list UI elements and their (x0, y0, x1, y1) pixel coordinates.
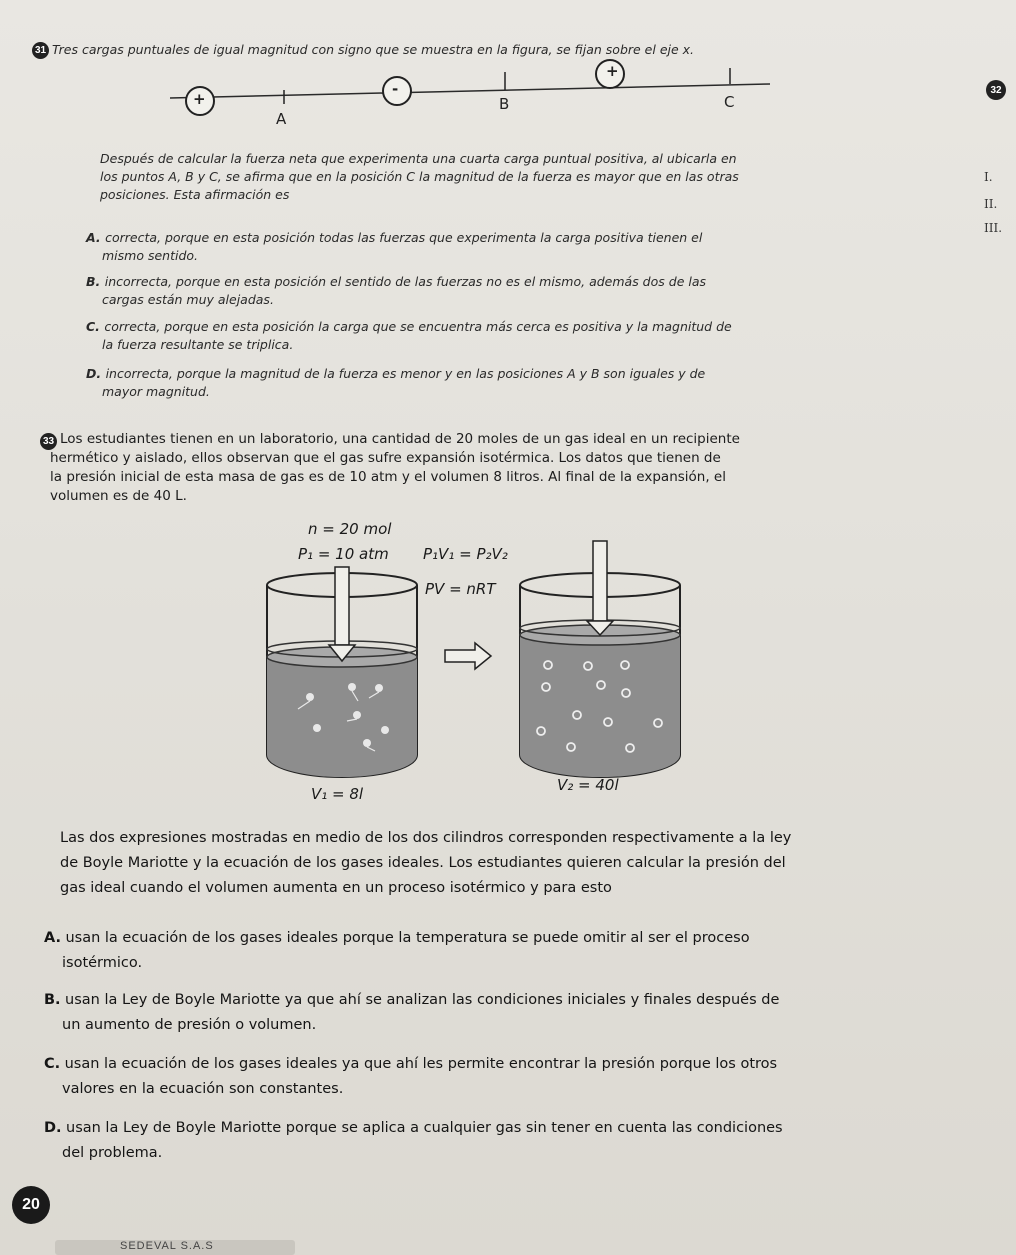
charge-sign-2: - (392, 80, 399, 98)
x-axis-line (170, 84, 770, 98)
option-letter: B. (86, 274, 101, 289)
text-line: de Boyle Mariotte y la ecuación de los gases ideales. Los estudiantes quieren calcular la presión del (60, 855, 786, 871)
boyle-equation: P₁V₁ = P₂V₂ (423, 545, 508, 563)
body-line: Después de calcular la fuerza neta que experimenta una cuarta carga puntual positiva, al ubicarla en (100, 151, 737, 166)
process-arrow (445, 643, 491, 669)
intro-line: volumen es de 40 L. (50, 488, 187, 504)
point-label-c: C (724, 93, 735, 111)
charge-sign-1: + (193, 90, 206, 108)
option-text: valores en la ecuación son constantes. (62, 1081, 344, 1097)
option-letter: A. (86, 230, 101, 245)
option-text: cargas están muy alejadas. (102, 292, 274, 307)
option-text: usan la ecuación de los gases ideales ya que ahí les permite encontrar la presión porque los otros (64, 1056, 778, 1072)
publisher-name: SEDEVAL S.A.S (120, 1240, 214, 1252)
point-label-a: A (276, 110, 287, 128)
cylinder-final (520, 541, 680, 777)
side-roman-label: II. (984, 197, 998, 211)
option-letter: D. (44, 1120, 62, 1136)
point-label-b: B (499, 95, 510, 113)
answer-option-b[interactable] (44, 988, 974, 1038)
option-letter: C. (86, 319, 100, 334)
charge-line-figure (170, 58, 780, 130)
intro-line: hermético y aislado, ellos observan que el gas sufre expansión isotérmica. Los datos que tienen de (50, 450, 721, 466)
text-line: Las dos expresiones mostradas en medio de los dos cilindros corresponden respectivamente a la ley (60, 830, 792, 846)
answer-option-a[interactable] (86, 229, 926, 265)
question-number-badge: 33 (40, 433, 57, 450)
body-line: los puntos A, B y C, se afirma que en la posición C la magnitud de la fuerza es mayor que en las otras (100, 169, 739, 184)
answer-option-a[interactable] (44, 926, 974, 976)
initial-pressure-label: P₁ = 10 atm (298, 545, 389, 563)
ideal-gas-equation: PV = nRT (425, 580, 496, 598)
cylinder-initial (267, 567, 417, 777)
body-line: posiciones. Esta afirmación es (100, 187, 290, 202)
option-text: isotérmico. (62, 955, 143, 971)
answer-option-d[interactable] (86, 365, 926, 401)
question-number-badge: 31 (32, 42, 49, 59)
final-volume-label: V₂ = 40l (557, 776, 619, 794)
option-text: usan la Ley de Boyle Mariotte porque se aplica a cualquier gas sin tener en cuenta las condiciones (66, 1120, 783, 1136)
answer-option-c[interactable] (44, 1052, 974, 1102)
option-letter: C. (44, 1056, 61, 1072)
option-letter: B. (44, 992, 61, 1008)
text-line: gas ideal cuando el volumen aumenta en un proceso isotérmico y para esto (60, 880, 612, 896)
option-text: incorrecta, porque la magnitud de la fuerza es menor y en las posiciones A y B son iguales y de (105, 366, 706, 381)
initial-volume-label: V₁ = 8l (311, 785, 364, 803)
option-letter: D. (86, 366, 102, 381)
intro-line: la presión inicial de esta masa de gas es de 10 atm y el volumen 8 litros. Al final de la expansión, el (50, 469, 726, 485)
charge-sign-3: + (606, 62, 619, 80)
intro-line: Los estudiantes tienen en un laboratorio, una cantidad de 20 moles de un gas ideal en un recipiente (60, 431, 740, 447)
option-text: la fuerza resultante se triplica. (102, 337, 294, 352)
option-text: correcta, porque en esta posición todas las fuerzas que experimenta la carga positiva tienen el (105, 230, 703, 245)
option-text: usan la Ley de Boyle Mariotte ya que ahí se analizan las condiciones iniciales y finales después de (65, 992, 780, 1008)
answer-option-c[interactable] (86, 318, 926, 354)
side-roman-label: III. (984, 221, 1003, 235)
question-intro (50, 430, 940, 506)
option-text: incorrecta, porque en esta posición el sentido de las fuerzas no es el mismo, además dos de las (104, 274, 706, 289)
option-text: mayor magnitud. (102, 384, 210, 399)
question-stem: Tres cargas puntuales de igual magnitud con signo que se muestra en la figura, se fijan sobre el eje x. (52, 42, 695, 57)
option-text: correcta, porque en esta posición la carga que se encuentra más cerca es positiva y la magnitud de (104, 319, 732, 334)
side-roman-label: I. (984, 170, 993, 184)
option-text: mismo sentido. (102, 248, 199, 263)
gas-expansion-figure (255, 525, 685, 815)
side-question-badge: 32 (986, 80, 1006, 100)
answer-option-b[interactable] (86, 273, 926, 309)
moles-label: n = 20 mol (308, 520, 392, 538)
option-text: un aumento de presión o volumen. (62, 1017, 317, 1033)
answer-option-d[interactable] (44, 1116, 974, 1166)
question-text (60, 826, 970, 901)
page-number: 20 (12, 1186, 50, 1224)
option-text: usan la ecuación de los gases ideales porque la temperatura se puede omitir al ser el proceso (65, 930, 750, 946)
option-letter: A. (44, 930, 61, 946)
option-text: del problema. (62, 1145, 163, 1161)
question-body (100, 150, 920, 204)
